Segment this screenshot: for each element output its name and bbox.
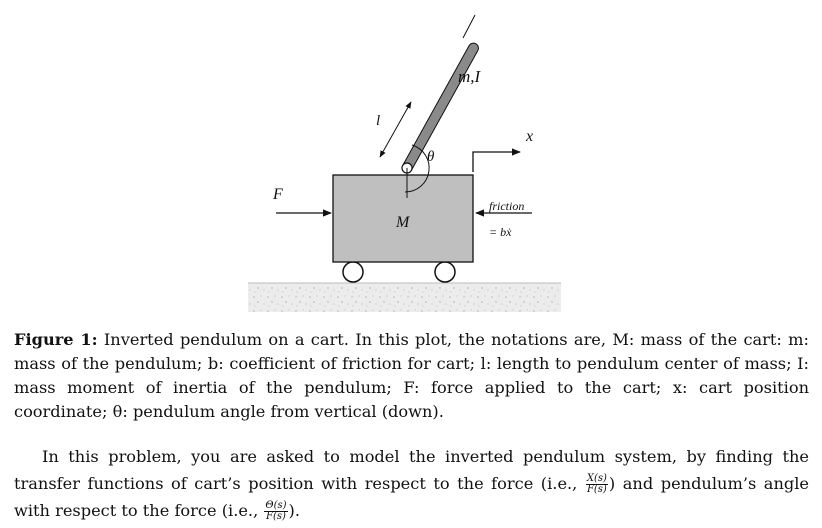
friction-equation: = bẋ [489, 225, 512, 239]
figure-caption [14, 328, 809, 424]
mass-inertia-label: m,I [458, 67, 481, 86]
fraction-x-over-f [586, 474, 608, 495]
wheel-right [435, 262, 455, 282]
friction-label: friction [489, 199, 525, 213]
pendulum-rod-extension [463, 15, 475, 38]
paragraph-text-3: ). [288, 501, 300, 520]
caption-text: Inverted pendulum on a cart. In this plot, the notations are, M: mass of the cart: m: mass of the pendulum; b: coefficient of friction for cart; l: length to pendulum center of mass; I: mass moment of inertia of the pendulum; F: force applied to the cart; x: cart position coordinate; θ: pendulum angle from vertical (down). [14, 330, 809, 421]
fraction-2-numerator: Θ(s) [265, 500, 287, 511]
theta-label: θ [427, 149, 435, 165]
wheel-left [343, 262, 363, 282]
length-dimension-arrow [380, 102, 411, 157]
pendulum-rod [401, 41, 481, 174]
fraction-2-denominator: F(s) [266, 511, 286, 522]
position-label: x [526, 128, 534, 145]
force-label: F [273, 186, 283, 203]
cart-mass-label: M [396, 214, 410, 231]
paragraph-text-1: In this problem, you are asked to model the inverted pendulum system, by finding the transfer functions of cart’s position with respect to the force (i.e., [14, 447, 809, 493]
fraction-1-denominator: F(s) [586, 484, 607, 495]
position-arrow [473, 152, 520, 172]
fraction-theta-over-f [264, 501, 287, 522]
problem-paragraph [14, 443, 809, 524]
fraction-1-numerator: X(s) [586, 473, 607, 484]
caption-label: Figure 1: [14, 330, 98, 349]
length-label: l [376, 113, 381, 129]
ground [248, 283, 561, 312]
paragraph-text-2: ) and pendulum’s angle with respect to the force (i.e., [14, 474, 809, 520]
